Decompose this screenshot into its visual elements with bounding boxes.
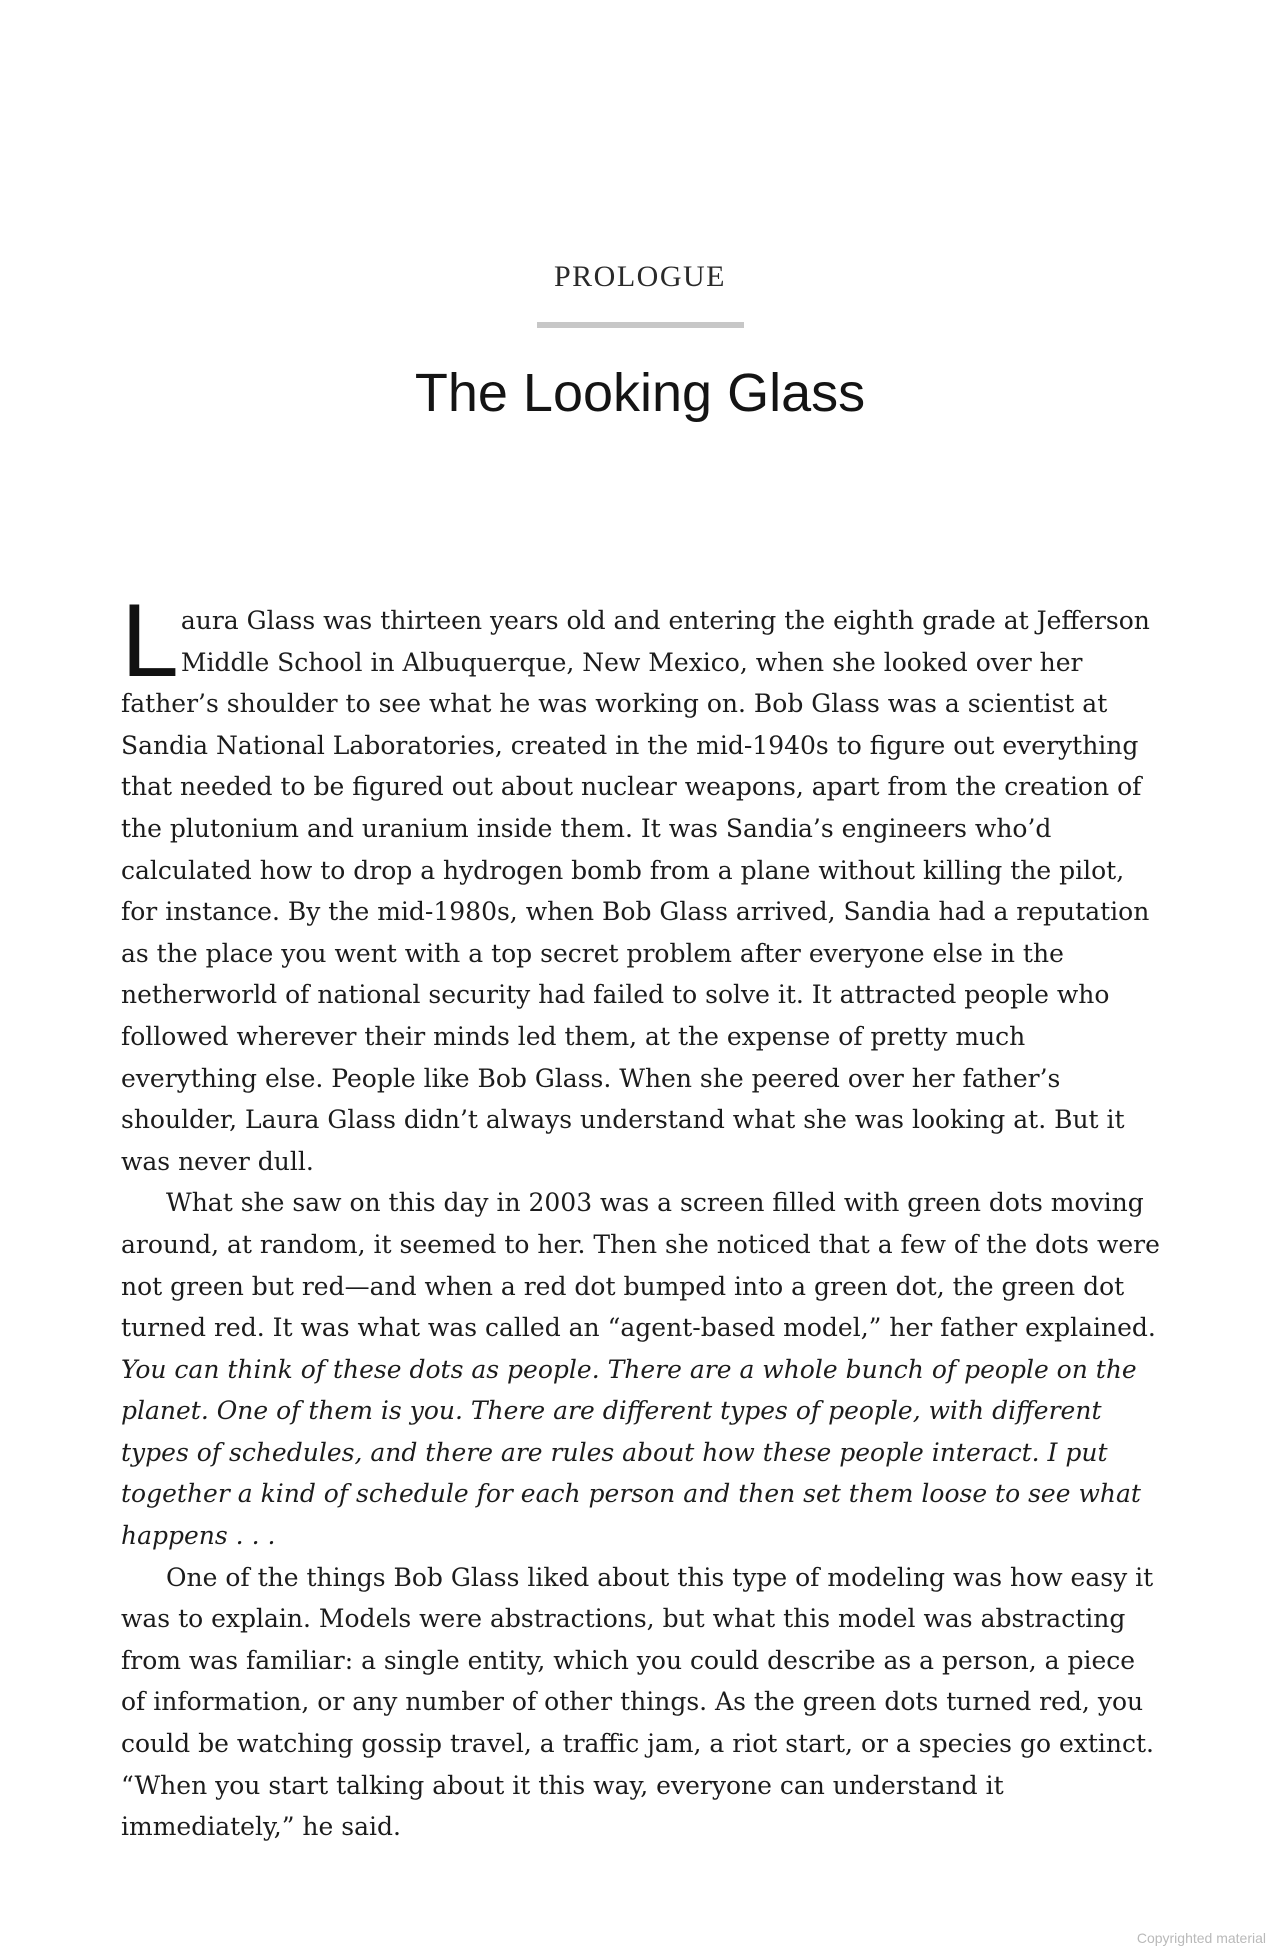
chapter-title: The Looking Glass <box>414 363 866 423</box>
paragraph-4: One of the things Bob Glass liked about this type of modeling was how easy it was to explain. Models were abstractions, but what this model was abstracting from was familiar: a single entity, which you could describe as a person, a piece of information, or any number of other things. As the green dots turned red, you could be watching gossip travel, a traffic jam, a riot start, or a species go extinct. “When you start talking about it this way, everyone can understand it immediately,” he said. <box>121 1562 1154 1842</box>
paragraph-1-text: aura Glass was thirteen years old and entering the eighth grade at Jefferson Middle School in Albuquerque, New Mexico, when she looked over her father’s shoulder to see what he was working on. Bob Glass was a scientist at Sandia National Laboratories, created in the mid-1940s to figure out everything that needed to be figured out about nuclear weapons, apart from the creation of the plutonium and uranium inside them. It was Sandia’s engineers who’d calculated how to drop a hydrogen bomb from a plane without killing the pilot, for instance. By the mid-1980s, when Bob Glass arrived, Sandia had a reputation as the place you went with a top secret problem after everyone else in the netherworld of national security had failed to solve it. It attracted people who followed wherever their minds led them, at the expense of pretty much everything else. People like Bob Glass. When she peered over her father’s shoulder, Laura Glass didn’t always understand what she was looking at. But it was never dull. <box>121 606 1150 1176</box>
paragraph-1 <box>121 583 1161 1182</box>
body-text <box>121 583 1161 1848</box>
paragraph-2: What she saw on this day in 2003 was a screen filled with green dots moving around, at random, it seemed to her. Then she noticed that a few of the dots were not green but red—and when a red dot bumped into a green dot, the green dot turned red. It was what was called an “agent-based model,” her father explained. <box>121 1188 1160 1343</box>
copyright-notice: Copyrighted material <box>1136 1930 1266 1946</box>
drop-cap: L <box>121 583 179 699</box>
chapter-kicker: PROLOGUE <box>553 260 726 293</box>
title-divider <box>537 322 744 328</box>
italic-quote: You can think of these dots as people. There are a whole bunch of people on the planet. One of them is you. There are different types of people, with different types of schedules, and there are rules about how these people interact. I put together a kind of schedule for each person and then set them loose to see what happens . . . <box>121 1354 1141 1551</box>
